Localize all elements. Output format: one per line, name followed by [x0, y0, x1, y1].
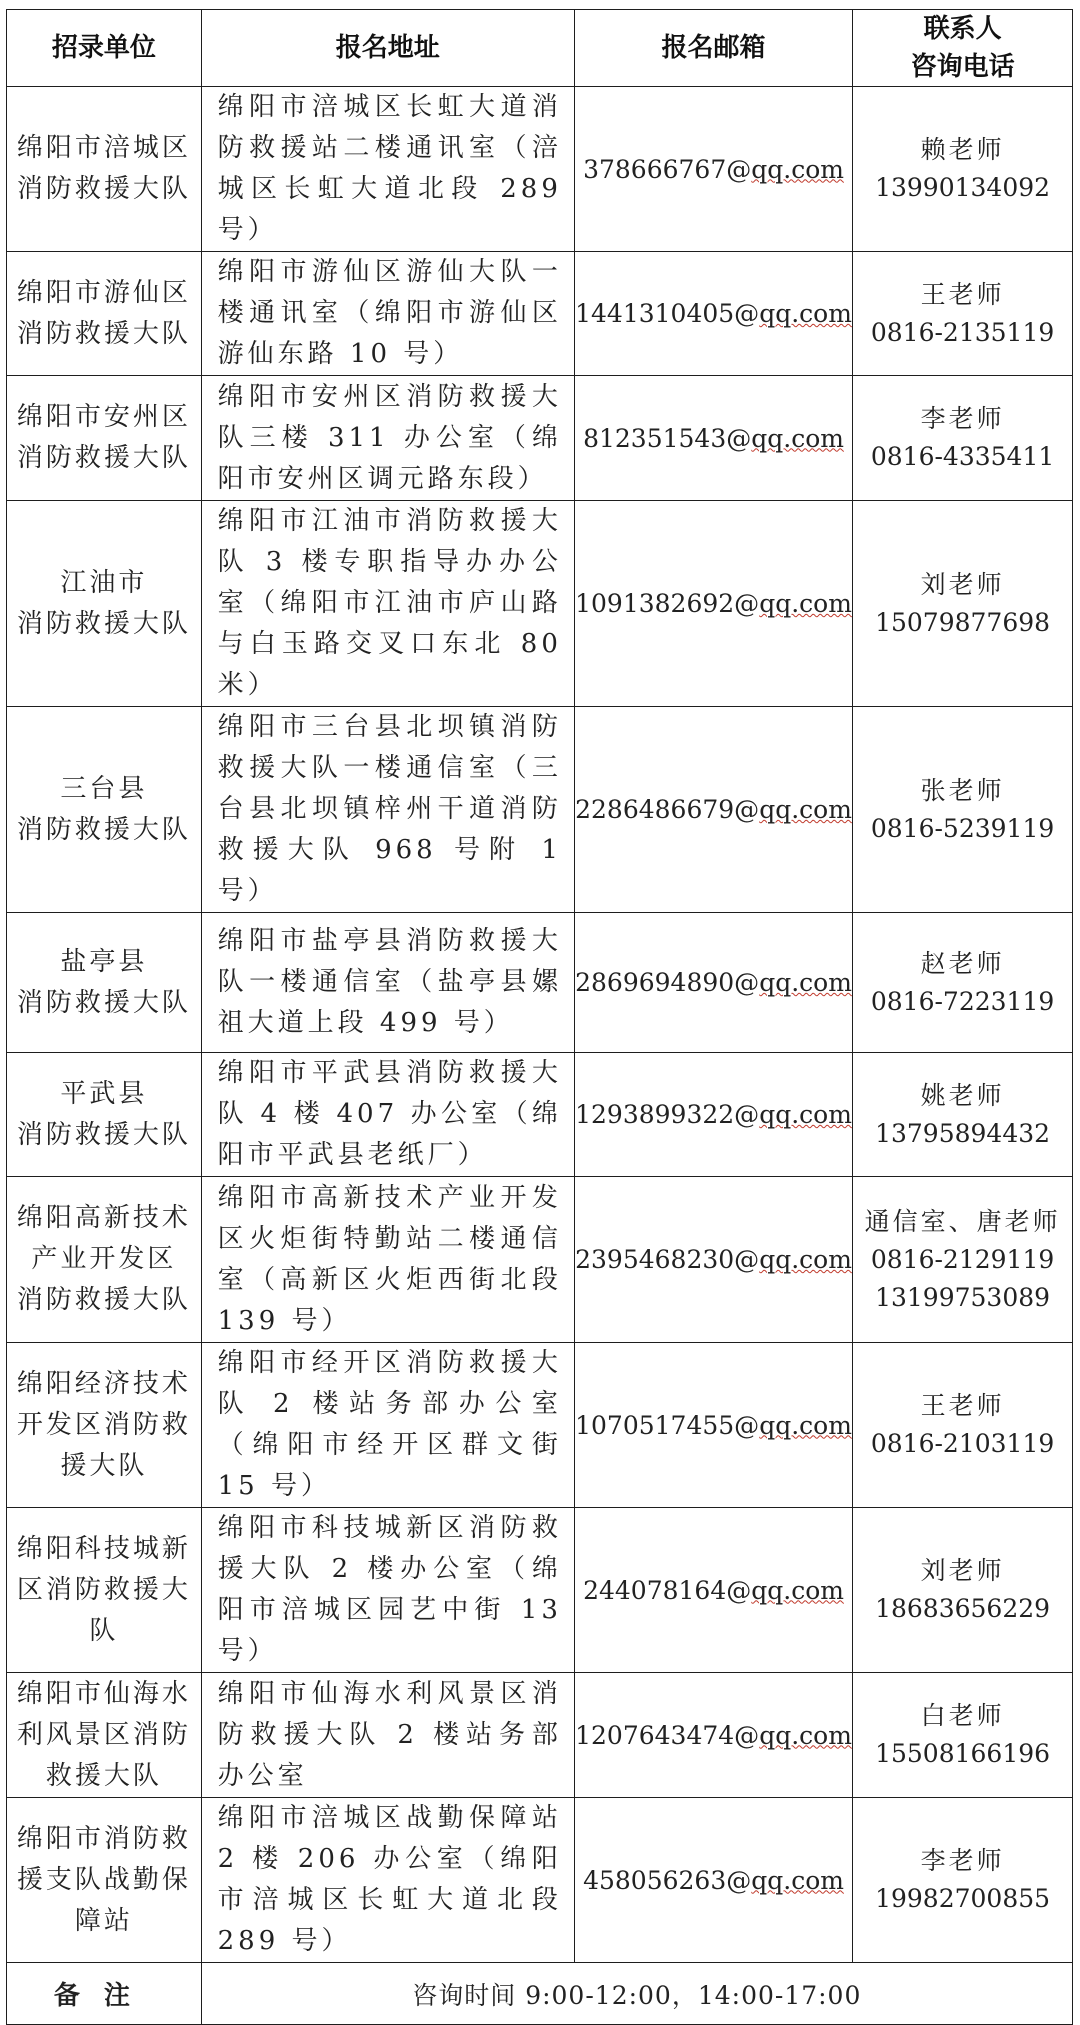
unit-line: 三台县: [60, 773, 148, 804]
email-user: 1293899322@: [575, 1100, 760, 1129]
header-address: 报名地址: [201, 10, 574, 87]
unit-line: 绵阳高新技术: [16, 1203, 191, 1233]
unit-line: 绵阳经济技术: [16, 1368, 191, 1399]
email-cell: [574, 501, 852, 707]
address-cell: 绵阳市游仙区游仙大队一楼通讯室（绵阳市游仙区游仙东路 10 号）: [201, 252, 574, 376]
contact-cell: [853, 87, 1073, 252]
recruitment-table: [6, 9, 1073, 2025]
email-cell: [574, 913, 852, 1053]
email-domain: qq.com: [759, 589, 852, 618]
unit-line: 绵阳市安州区: [16, 402, 191, 432]
unit-cell: [7, 87, 202, 252]
email-user: 2395468230@: [575, 1245, 760, 1274]
unit-line: 队: [89, 1615, 119, 1646]
contact-cell: [853, 1508, 1073, 1673]
unit-line: 平武县: [60, 1078, 148, 1109]
header-email: 报名邮箱: [574, 10, 852, 87]
email-user: 244078164@: [583, 1575, 752, 1605]
table-row: [7, 376, 1073, 501]
email-domain: qq.com: [759, 1245, 852, 1274]
contact-phone: 18683656229: [875, 1594, 1051, 1623]
unit-line: 消防救援大队: [16, 318, 191, 349]
contact-cell: [853, 707, 1073, 913]
contact-name: 刘老师: [920, 1556, 1005, 1585]
unit-line: 绵阳市涪城区: [16, 133, 191, 163]
note-label: 备注: [7, 1963, 202, 2025]
contact-phone: 0816-2129119: [870, 1244, 1055, 1274]
email-cell: [574, 1053, 852, 1177]
table-row: [7, 1798, 1073, 1963]
unit-cell: [7, 913, 202, 1053]
email-domain: qq.com: [759, 1720, 852, 1750]
unit-line: 绵阳市消防救: [16, 1823, 191, 1854]
email-cell: [574, 376, 852, 501]
contact-name: 刘老师: [920, 569, 1005, 599]
contact-name: 李老师: [920, 1846, 1005, 1875]
unit-cell: [7, 1508, 202, 1673]
contact-phone: 0816-7223119: [870, 986, 1055, 1016]
unit-cell: [7, 501, 202, 707]
contact-cell: [853, 376, 1073, 501]
unit-line: 开发区消防救: [16, 1409, 191, 1440]
contact-name: 李老师: [920, 404, 1005, 433]
email-cell: [574, 1798, 852, 1963]
email-cell: [574, 252, 852, 376]
address-cell: 绵阳市盐亭县消防救援大队一楼通信室（盐亭县嫘祖大道上段 499 号）: [201, 913, 574, 1053]
email-user: 1207643474@: [575, 1720, 760, 1750]
address-cell: 绵阳市平武县消防救援大队 4 楼 407 办公室（绵阳市平武县老纸厂）: [201, 1053, 574, 1177]
email-user: 1091382692@: [575, 589, 760, 618]
contact-cell: [853, 913, 1073, 1053]
contact-cell: [853, 1177, 1073, 1343]
unit-cell: [7, 1053, 202, 1177]
unit-line: 救援大队: [45, 1760, 162, 1791]
table-row: [7, 913, 1073, 1053]
header-unit: 招录单位: [7, 10, 202, 87]
email-cell: [574, 87, 852, 252]
email-user: 2869694890@: [575, 968, 760, 997]
address-cell: 绵阳市安州区消防救援大队三楼 311 办公室（绵阳市安州区调元路东段）: [201, 376, 574, 501]
unit-line: 消防救援大队: [16, 987, 191, 1018]
table-row: [7, 252, 1073, 376]
email-domain: qq.com: [759, 1100, 852, 1129]
contact-name: 白老师: [920, 1701, 1005, 1730]
address-cell: 绵阳市仙海水利风景区消防救援大队 2 楼站务部办公室: [201, 1673, 574, 1798]
header-contact-line1: 联系人: [923, 14, 1002, 44]
contact-phone: 0816-4335411: [870, 442, 1055, 471]
email-domain: qq.com: [751, 1575, 844, 1605]
table-row: [7, 1053, 1073, 1177]
contact-cell: [853, 1343, 1073, 1508]
unit-line: 障站: [74, 1905, 133, 1936]
note-text: 咨询时间 9:00-12:00，14:00-17:00: [201, 1963, 1072, 2025]
unit-cell: [7, 707, 202, 913]
unit-line: 援大队: [60, 1450, 148, 1481]
contact-phone: 19982700855: [875, 1884, 1051, 1913]
email-domain: qq.com: [751, 1865, 844, 1895]
contact-name: 王老师: [920, 1391, 1005, 1420]
contact-cell: [853, 1798, 1073, 1963]
address-cell: 绵阳市经开区消防救援大队 2 楼站务部办公室（绵阳市经开区群文街 15 号）: [201, 1343, 574, 1508]
unit-cell: [7, 1673, 202, 1798]
contact-phone: 15079877698: [875, 607, 1051, 637]
table-body: [7, 87, 1073, 1963]
table-row: [7, 1343, 1073, 1508]
contact-name: 赖老师: [920, 135, 1005, 164]
unit-cell: [7, 252, 202, 376]
contact-cell: [853, 252, 1073, 376]
email-cell: [574, 1508, 852, 1673]
unit-line: 援支队战勤保: [16, 1864, 191, 1895]
unit-line: 区消防救援大: [16, 1574, 191, 1605]
unit-line: 消防救援大队: [16, 1119, 191, 1150]
unit-line: 产业开发区: [31, 1244, 177, 1274]
email-cell: [574, 1343, 852, 1508]
unit-line: 消防救援大队: [16, 814, 191, 845]
contact-phone: 13990134092: [875, 173, 1051, 202]
email-user: 1441310405@: [575, 299, 760, 328]
contact-name: 通信室、唐老师: [864, 1206, 1061, 1236]
unit-line: 消防救援大队: [16, 443, 191, 473]
note-row: [7, 1963, 1073, 2025]
contact-cell: [853, 501, 1073, 707]
table-row: [7, 1177, 1073, 1343]
table-row: [7, 87, 1073, 252]
email-cell: [574, 707, 852, 913]
contact-cell: [853, 1673, 1073, 1798]
contact-phone: 15508166196: [875, 1739, 1051, 1768]
header-contact-line2: 咨询电话: [910, 52, 1015, 82]
contact-phone: 13795894432: [875, 1118, 1051, 1148]
unit-line: 消防救援大队: [16, 1285, 191, 1315]
unit-line: 利风景区消防: [16, 1719, 191, 1750]
contact-name: 张老师: [920, 775, 1005, 805]
table-row: [7, 1673, 1073, 1798]
address-cell: 绵阳市高新技术产业开发区火炬街特勤站二楼通信室（高新区火炬西街北段 139 号）: [201, 1177, 574, 1343]
email-cell: [574, 1673, 852, 1798]
unit-line: 消防救援大队: [16, 174, 191, 204]
email-user: 812351543@: [583, 423, 752, 453]
email-domain: qq.com: [751, 423, 844, 453]
unit-line: 盐亭县: [60, 946, 148, 977]
header-contact: [853, 10, 1073, 87]
address-cell: 绵阳市涪城区长虹大道消防救援站二楼通讯室（涪城区长虹大道北段 289 号）: [201, 87, 574, 252]
email-domain: qq.com: [759, 1410, 852, 1440]
contact-name: 王老师: [920, 279, 1005, 309]
contact-cell: [853, 1053, 1073, 1177]
email-user: 378666767@: [583, 154, 752, 184]
table-row: [7, 1508, 1073, 1673]
contact-phone: 0816-5239119: [870, 813, 1055, 843]
contact-phone: 0816-2103119: [870, 1429, 1055, 1458]
address-cell: 绵阳市江油市消防救援大队 3 楼专职指导办办公室（绵阳市江油市庐山路与白玉路交叉口东北 80 米）: [201, 501, 574, 707]
unit-line: 绵阳科技城新: [16, 1533, 191, 1564]
contact-phone: 13199753089: [875, 1282, 1051, 1312]
email-domain: qq.com: [759, 299, 852, 328]
email-user: 2286486679@: [575, 795, 760, 824]
contact-name: 赵老师: [920, 948, 1005, 978]
unit-cell: [7, 1798, 202, 1963]
table-row: [7, 707, 1073, 913]
unit-line: 绵阳市仙海水: [16, 1678, 191, 1709]
unit-cell: [7, 1343, 202, 1508]
email-user: 458056263@: [583, 1865, 752, 1895]
unit-line: 消防救援大队: [16, 608, 191, 639]
address-cell: 绵阳市涪城区战勤保障站 2 楼 206 办公室（绵阳市涪城区长虹大道北段 289 号）: [201, 1798, 574, 1963]
header-row: [7, 10, 1073, 87]
unit-cell: [7, 376, 202, 501]
contact-phone: 0816-2135119: [870, 317, 1055, 347]
table-row: [7, 501, 1073, 707]
unit-line: 绵阳市游仙区: [16, 277, 191, 308]
contact-name: 姚老师: [920, 1080, 1005, 1110]
unit-line: 江油市: [60, 567, 148, 598]
email-user: 1070517455@: [575, 1410, 760, 1440]
address-cell: 绵阳市科技城新区消防救援大队 2 楼办公室（绵阳市涪城区园艺中街 13 号）: [201, 1508, 574, 1673]
unit-cell: [7, 1177, 202, 1343]
address-cell: 绵阳市三台县北坝镇消防救援大队一楼通信室（三台县北坝镇梓州干道消防救援大队 968 号附 1 号）: [201, 707, 574, 913]
email-domain: qq.com: [751, 154, 844, 184]
email-domain: qq.com: [759, 795, 852, 824]
email-domain: qq.com: [759, 968, 852, 997]
email-cell: [574, 1177, 852, 1343]
